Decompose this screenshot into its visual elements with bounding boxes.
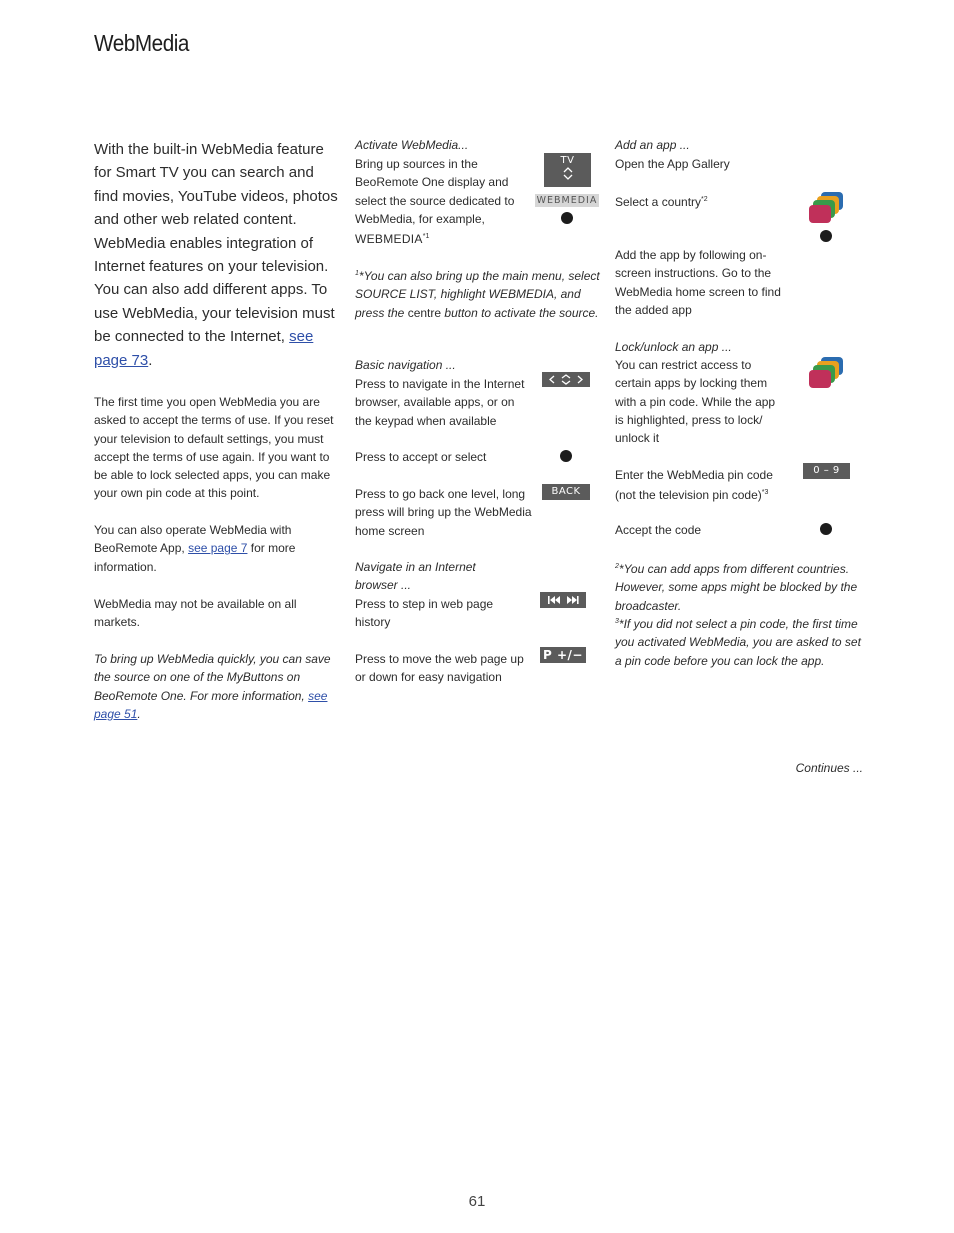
mybuttons-text: To bring up WebMedia quickly, you can save the source on one of the MyButtons on BeoRemote One. For more information, [94, 652, 331, 703]
footnote-ref-3: *3 [761, 489, 769, 497]
beoremote-text: You can also operate WebMedia with BeoRemote App, [94, 523, 292, 556]
intro-end: . [148, 351, 153, 369]
pin-code-text [615, 466, 795, 505]
digits-button[interactable]: 0 – 9 [803, 463, 850, 479]
back-button[interactable]: BACK [542, 484, 590, 500]
see-page-7-link[interactable]: see page 7 [188, 541, 248, 556]
beoremote-end: for more information. [94, 541, 296, 574]
skip-button[interactable] [540, 592, 586, 608]
select-country-text [615, 191, 708, 211]
mybuttons-tip [94, 650, 338, 723]
footnote-3-text: *If you did not select a pin code, the first time you activated WebMedia, you are asked to set a pin code before you can lock the app. [615, 617, 861, 668]
intro-paragraph [94, 138, 342, 372]
footnote-2-text: *You can add apps from different countries. However, some apps might be blocked by the broadcaster. [615, 562, 858, 613]
nav-arrows-button[interactable] [542, 372, 590, 387]
browser-heading: Navigate in an Internet browser ... [355, 560, 476, 593]
footnote-3-mark: 3 [615, 618, 619, 625]
footnote-2-mark: 2 [615, 563, 619, 570]
app-gallery-icon [808, 190, 846, 226]
select-country-label: Select a country [615, 195, 702, 209]
accept-centre-icon[interactable] [560, 450, 572, 462]
gallery-centre-icon[interactable] [820, 230, 832, 242]
footnote-ref-1: *1 [422, 233, 430, 241]
webmedia-source-name: WEBMEDIA [355, 232, 423, 247]
page-number: 61 [468, 1193, 486, 1210]
navigate-text: Press to navigate in the Internet browser, available apps, or on the keypad when available [355, 377, 525, 428]
continues-note: Continues ... [795, 761, 863, 775]
activate-body: Bring up sources in the BeoRemote One display and select the source dedicated to WebMedia, for example, [355, 157, 515, 226]
footnote-1-mark: 1 [355, 270, 359, 277]
lock-heading: Lock/unlock an app ... [615, 340, 732, 354]
footnote-3 [615, 613, 865, 670]
back-text: Press to go back one level, long press will bring up the WebMedia home screen [355, 487, 532, 538]
accept-code-text: Accept the code [615, 523, 702, 537]
open-gallery-text: Open the App Gallery [615, 157, 730, 171]
accept-code-centre-icon[interactable] [820, 523, 832, 535]
footnote-ref-2: *2 [701, 196, 708, 203]
skip-back-forward-icon [540, 592, 586, 608]
nav-arrows-icon [542, 372, 590, 387]
tv-button-label: TV [560, 155, 575, 166]
program-up-down-button[interactable]: P +/− [540, 647, 586, 663]
centre-button-icon[interactable] [561, 212, 573, 224]
follow-instructions-text: Add the app by following on-screen instructions. Go to the WebMedia home screen to find the added app [615, 248, 781, 317]
footnote-2 [615, 558, 861, 615]
add-app-heading: Add an app ... [615, 138, 690, 152]
intro-text: With the built-in WebMedia feature for Smart TV you can search and find movies, YouTube videos, photos and other web related content. WebMedia enables integration of Internet features on your television. You can also add different apps. To use WebMedia, your television must be connected to the Internet, [94, 141, 338, 346]
step-history-text: Press to step in web page history [355, 597, 494, 630]
availability-paragraph: WebMedia may not be available on all markets. [94, 597, 297, 630]
tv-button[interactable] [544, 153, 591, 187]
webmedia-display-label: WEBMEDIA [536, 195, 598, 206]
lock-text: You can restrict access to certain apps by locking them with a pin code. While the app is highlighted, press to lock/ unlock it [615, 358, 776, 446]
move-page-text: Press to move the web page up or down for easy navigation [355, 652, 524, 685]
see-page-51-link[interactable]: see page 51 [94, 688, 328, 721]
activate-text [355, 155, 527, 248]
beoremote-app-paragraph [94, 521, 320, 576]
terms-paragraph: The first time you open WebMedia you are asked to accept the terms of use. If you reset your television to default settings, you must accept the terms of use again. If you want to be able to lock selected apps, you can make your own pin code at this point. [94, 395, 334, 501]
page-title: WebMedia [94, 30, 189, 56]
footnote-1-end: button to activate the source. [441, 305, 599, 320]
app-gallery-lock-icon [808, 355, 846, 391]
footnote-1 [355, 265, 601, 322]
activate-heading: Activate WebMedia... [355, 138, 469, 152]
footnote-1-text: *You can also bring up the main menu, select SOURCE LIST, highlight WEBMEDIA, and press the [355, 269, 600, 320]
footnote-1-centre: centre [407, 305, 442, 320]
up-down-icon [561, 166, 575, 180]
basic-navigation-heading: Basic navigation ... [355, 358, 456, 372]
see-page-73-link[interactable]: see page 73 [94, 328, 314, 369]
pin-code-label: Enter the WebMedia pin code (not the television pin code) [615, 468, 773, 503]
accept-text: Press to accept or select [355, 450, 487, 464]
mybuttons-end: . [137, 706, 141, 721]
